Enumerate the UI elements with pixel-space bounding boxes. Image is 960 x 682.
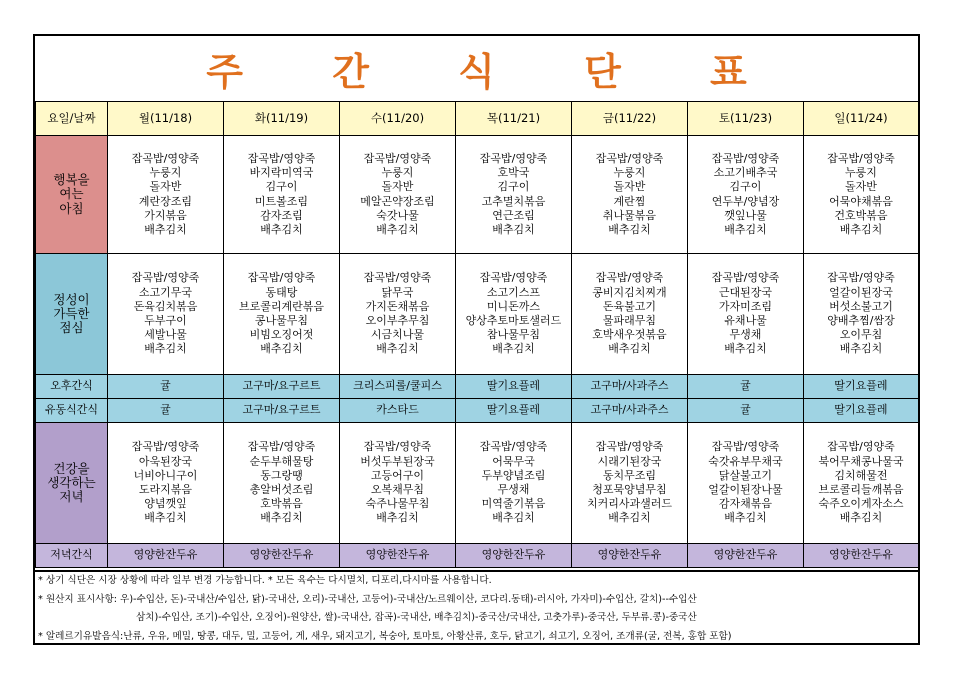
afternoon_snack-cell: 딸기요플레 xyxy=(804,375,919,399)
dish-item: 동그랑땡 xyxy=(260,468,303,482)
dish-item: 가자미조림 xyxy=(718,299,773,313)
dish-item: 물파래무침 xyxy=(602,314,657,327)
dish-item: 계란찜 xyxy=(613,194,646,208)
breakfast-day-cell xyxy=(224,136,340,254)
dinner_snack-cell: 영양한잔두유 xyxy=(108,544,224,568)
breakfast-label xyxy=(36,136,108,254)
breakfast-row xyxy=(36,136,919,254)
menu-sheet xyxy=(33,34,920,572)
liquid_snack-cell: 딸기요플레 xyxy=(456,399,572,423)
afternoon_snack-cell: 크리스피롤/쿨피스 xyxy=(340,375,456,399)
dinner_snack-row xyxy=(36,544,919,568)
day-header: 월(11/18) xyxy=(108,102,224,136)
dinner-day-cell xyxy=(340,423,456,544)
dish-item: 돌자반 xyxy=(381,180,414,194)
dinner-day-cell xyxy=(572,423,688,544)
meal-label-line: 아침 xyxy=(59,200,84,216)
dish-item: 어묵야채볶음 xyxy=(829,194,893,208)
dinner-row xyxy=(36,423,919,544)
dish-item: 고등어구이 xyxy=(370,468,425,482)
dinner_snack-cell: 영양한잔두유 xyxy=(572,544,688,568)
dish-item: 배추김치 xyxy=(260,511,303,525)
dish-item: 돌자반 xyxy=(845,180,877,194)
dish-item: 누룽지 xyxy=(381,166,414,180)
dish-item: 오이부추무침 xyxy=(365,314,430,327)
dish-item: 취나물볶음 xyxy=(602,208,657,222)
meal-label-line: 건강을 xyxy=(53,460,90,476)
page-title: 주 간 식 단 표 xyxy=(206,50,785,94)
dinner_snack-label: 저녁간식 xyxy=(36,544,108,568)
dish-item: 잡곡밥/영양죽 xyxy=(363,440,432,454)
liquid_snack-label: 유동식간식 xyxy=(36,399,108,423)
dish-item: 호박새우젓볶음 xyxy=(592,328,667,342)
dish-item: 버섯소불고기 xyxy=(829,299,893,313)
dish-item: 북어무채콩나물국 xyxy=(818,454,904,468)
lunch-label xyxy=(36,254,108,375)
dish-item: 메알곤약장조림 xyxy=(360,194,435,208)
dish-item: 잡곡밥/영양죽 xyxy=(247,151,316,165)
dinner-day-cell xyxy=(456,423,572,544)
dish-item: 호박볶음 xyxy=(260,497,303,511)
dish-item: 잡곡밥/영양죽 xyxy=(131,151,200,165)
liquid_snack-row xyxy=(36,399,919,423)
meal-label-line: 행복을 xyxy=(53,172,90,188)
dish-item: 잡곡밥/영양죽 xyxy=(479,440,548,454)
meal-label-line: 가득한 xyxy=(53,305,90,321)
afternoon_snack-row xyxy=(36,375,919,399)
dinner_snack-cell: 영양한잔두유 xyxy=(688,544,804,568)
dish-item: 건호박볶음 xyxy=(834,208,888,222)
dish-item: 닭무국 xyxy=(381,285,414,299)
dish-item: 양상추토마토샐러드 xyxy=(465,314,562,327)
dish-item: 돌자반 xyxy=(149,180,182,194)
dish-item: 얼갈이된장나물 xyxy=(708,483,783,496)
dish-item: 소고기배추국 xyxy=(713,166,778,180)
dish-item: 누룽지 xyxy=(845,166,877,180)
dish-item: 치커리사과샐러드 xyxy=(586,497,672,511)
dinner-day-cell xyxy=(804,423,919,544)
liquid_snack-cell: 귤 xyxy=(688,399,804,423)
afternoon_snack-cell: 고구마/사과주스 xyxy=(572,375,688,399)
dish-item: 배추김치 xyxy=(144,511,187,525)
dish-item: 잡곡밥/영양죽 xyxy=(595,271,664,285)
dinner-day-cell xyxy=(108,423,224,544)
dish-item: 잡곡밥/영양죽 xyxy=(711,440,780,454)
dish-item: 바지락미역국 xyxy=(249,166,314,180)
dish-item: 숙갓유부무채국 xyxy=(708,454,783,468)
note-line: 삼치)-수입산, 조기)-수입산, 오징어)-원양산, 쌀)-국내산, 잡곡)-국내산, 배추김치)-중국산/국내산, 고춧가루)-중국산, 두부류.콩)-중국산 xyxy=(136,612,697,623)
dish-item: 브로콜리들깨볶음 xyxy=(818,483,904,496)
dish-item: 잡곡밥/영양죽 xyxy=(131,271,200,285)
dish-item: 김구이 xyxy=(265,180,298,194)
dish-item: 김구이 xyxy=(497,180,530,194)
dinner_snack-cell: 영양한잔두유 xyxy=(224,544,340,568)
dish-item: 무생채 xyxy=(729,328,762,342)
dish-item: 무생채 xyxy=(497,483,530,496)
afternoon_snack-cell: 귤 xyxy=(688,375,804,399)
dish-item: 얼갈이된장국 xyxy=(829,285,893,299)
dish-item: 배추김치 xyxy=(144,222,187,236)
dish-item: 잡곡밥/영양죽 xyxy=(247,271,316,285)
dish-item: 잡곡밥/영양죽 xyxy=(131,440,200,454)
dish-item: 비빔오징어젓 xyxy=(249,328,314,342)
liquid_snack-cell: 고구마/사과주스 xyxy=(572,399,688,423)
liquid_snack-cell: 고구마/요구르트 xyxy=(224,399,340,423)
dish-item: 잡곡밥/영양죽 xyxy=(711,271,780,285)
dish-item: 근대된장국 xyxy=(718,285,773,299)
breakfast-day-cell xyxy=(688,136,804,254)
dish-item: 세발나물 xyxy=(144,328,187,342)
dish-item: 동치무조림 xyxy=(602,468,657,482)
breakfast-day-cell xyxy=(572,136,688,254)
dish-item: 참나물무침 xyxy=(486,328,541,342)
afternoon_snack-cell: 귤 xyxy=(108,375,224,399)
dish-item: 콩비지김치찌개 xyxy=(592,285,667,299)
dish-item: 잡곡밥/영양죽 xyxy=(711,151,780,165)
liquid_snack-cell: 귤 xyxy=(108,399,224,423)
dish-item: 배추김치 xyxy=(608,222,651,236)
meal-label-line: 저녁 xyxy=(59,489,84,505)
day-header: 일(11/24) xyxy=(804,102,919,136)
dish-item: 잡곡밥/영양죽 xyxy=(595,440,664,454)
dish-item: 콩나물무침 xyxy=(254,314,309,327)
lunch-day-cell xyxy=(108,254,224,375)
dish-item: 잡곡밥/영양죽 xyxy=(247,440,316,454)
dish-item: 잡곡밥/영양죽 xyxy=(363,271,432,285)
dish-item: 잡곡밥/영양죽 xyxy=(479,271,548,285)
dish-item: 감자조림 xyxy=(260,208,303,222)
day-header: 화(11/19) xyxy=(224,102,340,136)
dish-item: 배추김치 xyxy=(376,511,419,525)
dish-item: 도라지볶음 xyxy=(138,483,193,496)
dish-item: 배추김치 xyxy=(260,342,303,356)
dish-item: 두부구이 xyxy=(144,314,187,327)
dish-item: 배추김치 xyxy=(608,342,651,356)
title-box xyxy=(35,36,918,101)
menu-table xyxy=(35,101,919,568)
dish-item: 배추김치 xyxy=(724,222,767,236)
lunch-day-cell xyxy=(688,254,804,375)
dinner-label xyxy=(36,423,108,544)
dish-item: 버섯두부된장국 xyxy=(360,454,435,468)
dish-item: 배추김치 xyxy=(260,222,303,236)
dish-item: 양념깻잎 xyxy=(144,497,187,511)
lunch-day-cell xyxy=(456,254,572,375)
dish-item: 잡곡밥/영양죽 xyxy=(827,271,895,285)
dish-item: 연근조림 xyxy=(492,208,535,222)
dish-item: 배추김치 xyxy=(492,511,535,525)
liquid_snack-cell: 카스타드 xyxy=(340,399,456,423)
breakfast-day-cell xyxy=(340,136,456,254)
dish-item: 배추김치 xyxy=(724,511,767,525)
liquid_snack-cell: 딸기요플레 xyxy=(804,399,919,423)
dish-item: 가지돈채볶음 xyxy=(365,299,430,313)
dish-item: 배추김치 xyxy=(144,342,187,356)
dish-item: 숙주오이게자소스 xyxy=(818,497,904,511)
dinner-day-cell xyxy=(688,423,804,544)
dish-item: 가지볶음 xyxy=(144,208,187,222)
dish-item: 청포묵양념무침 xyxy=(592,483,667,496)
dish-item: 잡곡밥/영양죽 xyxy=(363,151,432,165)
dish-item: 누룽지 xyxy=(149,166,182,180)
dish-item: 배추김치 xyxy=(724,342,767,356)
dish-item: 배추김치 xyxy=(376,222,419,236)
dish-item: 연두부/양념장 xyxy=(711,194,780,208)
dish-item: 감자채볶음 xyxy=(718,497,773,511)
dish-item: 돈육김치볶음 xyxy=(133,299,198,313)
afternoon_snack-label: 오후간식 xyxy=(36,375,108,399)
dish-item: 총알버섯조림 xyxy=(249,483,314,496)
dish-item: 너비아니구이 xyxy=(133,468,198,482)
dish-item: 유채나물 xyxy=(724,314,767,327)
day-header: 목(11/21) xyxy=(456,102,572,136)
meal-label-line: 점심 xyxy=(59,320,84,336)
note-line: * 알레르기유발음식:난류, 우유, 메밀, 땅콩, 대두, 밀, 고등어, 게, 새우, 돼지고기, 복숭아, 토마토, 아황산류, 호두, 닭고기, 쇠고기, 오징어, 조개류(굴, 전복, 홍합 포함) xyxy=(38,630,732,642)
dish-item: 배추김치 xyxy=(608,511,651,525)
notes xyxy=(33,572,920,645)
dish-item: 닭살불고기 xyxy=(718,468,773,482)
note-line: * 원산지 표시사항: 우)-수입산, 돈)-국내산/수입산, 닭)-국내산, 오리)-국내산, 고등어)-국내산/노르웨이산, 코다리.동태)-러시아, 가자미)-수입산, 갈치)--수입산 xyxy=(38,593,697,605)
dish-item: 양배추찜/쌈장 xyxy=(827,314,895,327)
dish-item: 누룽지 xyxy=(613,166,646,180)
lunch-day-cell xyxy=(224,254,340,375)
dish-item: 어묵무국 xyxy=(492,454,535,468)
dish-item: 순두부해물탕 xyxy=(249,454,314,468)
dish-item: 호박국 xyxy=(497,166,530,180)
day-header: 토(11/23) xyxy=(688,102,804,136)
dish-item: 숙갓나물 xyxy=(376,208,419,222)
dish-item: 돈육불고기 xyxy=(602,299,657,313)
dish-item: 오이무침 xyxy=(839,328,883,342)
dish-item: 오복채무침 xyxy=(370,483,425,496)
dish-item: 동태탕 xyxy=(265,285,298,299)
dish-item: 김구이 xyxy=(729,180,762,194)
dinner-day-cell xyxy=(224,423,340,544)
meal-label-line: 여는 xyxy=(59,186,84,202)
dish-item: 소고기무국 xyxy=(138,285,193,299)
meal-label-line: 생각하는 xyxy=(47,474,96,490)
dish-item: 계란장조림 xyxy=(138,194,193,208)
dish-item: 숙주나물무침 xyxy=(365,497,430,511)
dish-item: 고추멸치볶음 xyxy=(481,194,546,208)
header-corner: 요일/날짜 xyxy=(36,102,108,136)
dish-item: 배추김치 xyxy=(492,342,535,356)
dish-item: 소고기스프 xyxy=(486,285,541,299)
lunch-day-cell xyxy=(804,254,919,375)
dish-item: 미역줄기볶음 xyxy=(481,497,546,511)
dish-item: 배추김치 xyxy=(839,222,883,236)
dinner_snack-cell: 영양한잔두유 xyxy=(340,544,456,568)
dish-item: 미니돈까스 xyxy=(486,299,541,313)
dish-item: 브로콜리계란볶음 xyxy=(238,299,324,313)
dinner_snack-cell: 영양한잔두유 xyxy=(804,544,919,568)
dish-item: 두부양념조림 xyxy=(481,468,546,482)
meal-label-line: 정성이 xyxy=(53,291,90,307)
note-line: * 상기 식단은 시장 상황에 따라 일부 변경 가능합니다. * 모든 육수는 다시멸치, 디포리,다시마를 사용합니다. xyxy=(38,575,492,586)
dinner_snack-cell: 영양한잔두유 xyxy=(456,544,572,568)
dish-item: 배추김치 xyxy=(839,511,883,525)
afternoon_snack-cell: 딸기요플레 xyxy=(456,375,572,399)
dish-item: 깻잎나물 xyxy=(724,208,767,222)
afternoon_snack-cell: 고구마/요구르트 xyxy=(224,375,340,399)
day-header: 수(11/20) xyxy=(340,102,456,136)
lunch-row xyxy=(36,254,919,375)
dish-item: 시금치나물 xyxy=(370,328,425,342)
breakfast-day-cell xyxy=(108,136,224,254)
header-row xyxy=(36,102,919,136)
dish-item: 배추김치 xyxy=(839,342,883,356)
dish-item: 미트볼조림 xyxy=(254,194,309,208)
breakfast-day-cell xyxy=(456,136,572,254)
dish-item: 배추김치 xyxy=(492,222,535,236)
dish-item: 아욱된장국 xyxy=(138,454,193,468)
lunch-day-cell xyxy=(572,254,688,375)
dish-item: 잡곡밥/영양죽 xyxy=(827,151,895,165)
dish-item: 시래기된장국 xyxy=(597,454,662,468)
dish-item: 잡곡밥/영양죽 xyxy=(595,151,664,165)
day-header: 금(11/22) xyxy=(572,102,688,136)
breakfast-day-cell xyxy=(804,136,919,254)
dish-item: 잡곡밥/영양죽 xyxy=(827,440,895,454)
lunch-day-cell xyxy=(340,254,456,375)
dish-item: 잡곡밥/영양죽 xyxy=(479,151,548,165)
dish-item: 김치해물전 xyxy=(834,468,888,482)
dish-item: 배추김치 xyxy=(376,342,419,356)
dish-item: 돌자반 xyxy=(613,180,646,194)
